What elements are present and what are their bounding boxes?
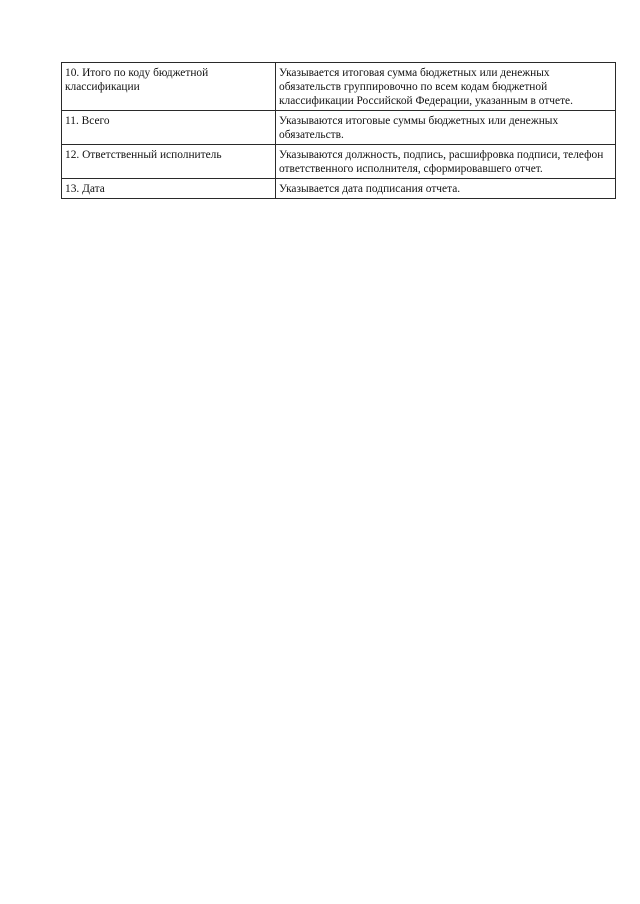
field-description-table	[61, 62, 616, 199]
table-row	[62, 111, 616, 145]
field-description-cell: Указываются итоговые суммы бюджетных или денежных обязательств.	[276, 111, 616, 145]
field-name-cell: 12. Ответственный исполнитель	[62, 145, 276, 179]
field-description-cell: Указывается итоговая сумма бюджетных или денежных обязательств группировочно по всем кодам бюджетной классификации Российской Федерации, указанным в отчете.	[276, 63, 616, 111]
table-row	[62, 145, 616, 179]
field-name-cell: 13. Дата	[62, 179, 276, 199]
field-description-cell: Указывается дата подписания отчета.	[276, 179, 616, 199]
table-row	[62, 179, 616, 199]
field-name-cell: 11. Всего	[62, 111, 276, 145]
field-name-cell: 10. Итого по коду бюджетной классификации	[62, 63, 276, 111]
field-description-cell: Указываются должность, подпись, расшифровка подписи, телефон ответственного исполнителя, сформировавшего отчет.	[276, 145, 616, 179]
table-row	[62, 63, 616, 111]
